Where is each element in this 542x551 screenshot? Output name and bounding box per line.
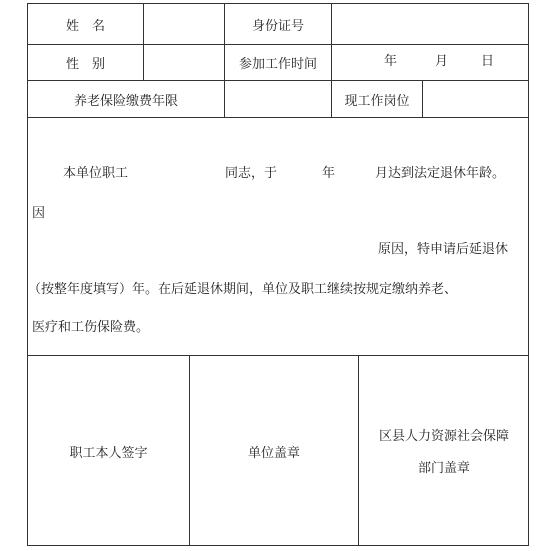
district-seal-label-line2: 部门盖章	[417, 461, 470, 476]
row-divider-3	[28, 117, 528, 118]
pension-years-label: 养老保险缴费年限	[73, 93, 178, 109]
unit-seal-label: 单位盖章	[247, 445, 300, 461]
id-number-label: 身份证号	[251, 18, 304, 34]
current-post-field[interactable]	[423, 81, 529, 117]
district-seal-cell[interactable]	[359, 356, 529, 546]
statement-period-text: （按整年度填写）年。在后延退休期间，单位及职工继续按规定缴纳养老、	[28, 282, 458, 297]
unit-seal-cell[interactable]	[190, 356, 358, 546]
month-label: 月	[435, 54, 449, 69]
statement-year-text: 年	[322, 166, 336, 181]
district-seal-label-line1: 区县人力资源社会保障	[378, 429, 509, 444]
day-label: 日	[481, 54, 495, 69]
statement-reason-prefix: 因	[32, 206, 46, 221]
statement-comrade-text: 同志，于	[225, 166, 278, 181]
statement-request-text: 原因，特申请后延退休	[378, 242, 509, 257]
statement-employee-text: 本单位职工	[63, 166, 129, 181]
name-label: 姓 名	[65, 18, 105, 34]
year-label: 年	[384, 54, 398, 69]
work-start-date-field[interactable]	[332, 45, 529, 80]
statement-retirement-age-text: 月达到法定退休年龄。	[375, 166, 506, 181]
id-number-field[interactable]	[332, 4, 529, 44]
work-start-label: 参加工作时间	[238, 57, 317, 72]
current-post-label: 现工作岗位	[344, 93, 410, 109]
name-field[interactable]	[144, 4, 224, 44]
gender-label: 性 别	[65, 57, 105, 72]
pension-years-field[interactable]	[225, 81, 331, 117]
employee-signature-label: 职工本人签字	[69, 445, 148, 461]
gender-field[interactable]	[144, 45, 224, 80]
retirement-deferral-form	[27, 3, 529, 546]
statement-insurance-text: 医疗和工伤保险费。	[32, 320, 150, 335]
employee-signature-cell[interactable]	[28, 356, 189, 546]
